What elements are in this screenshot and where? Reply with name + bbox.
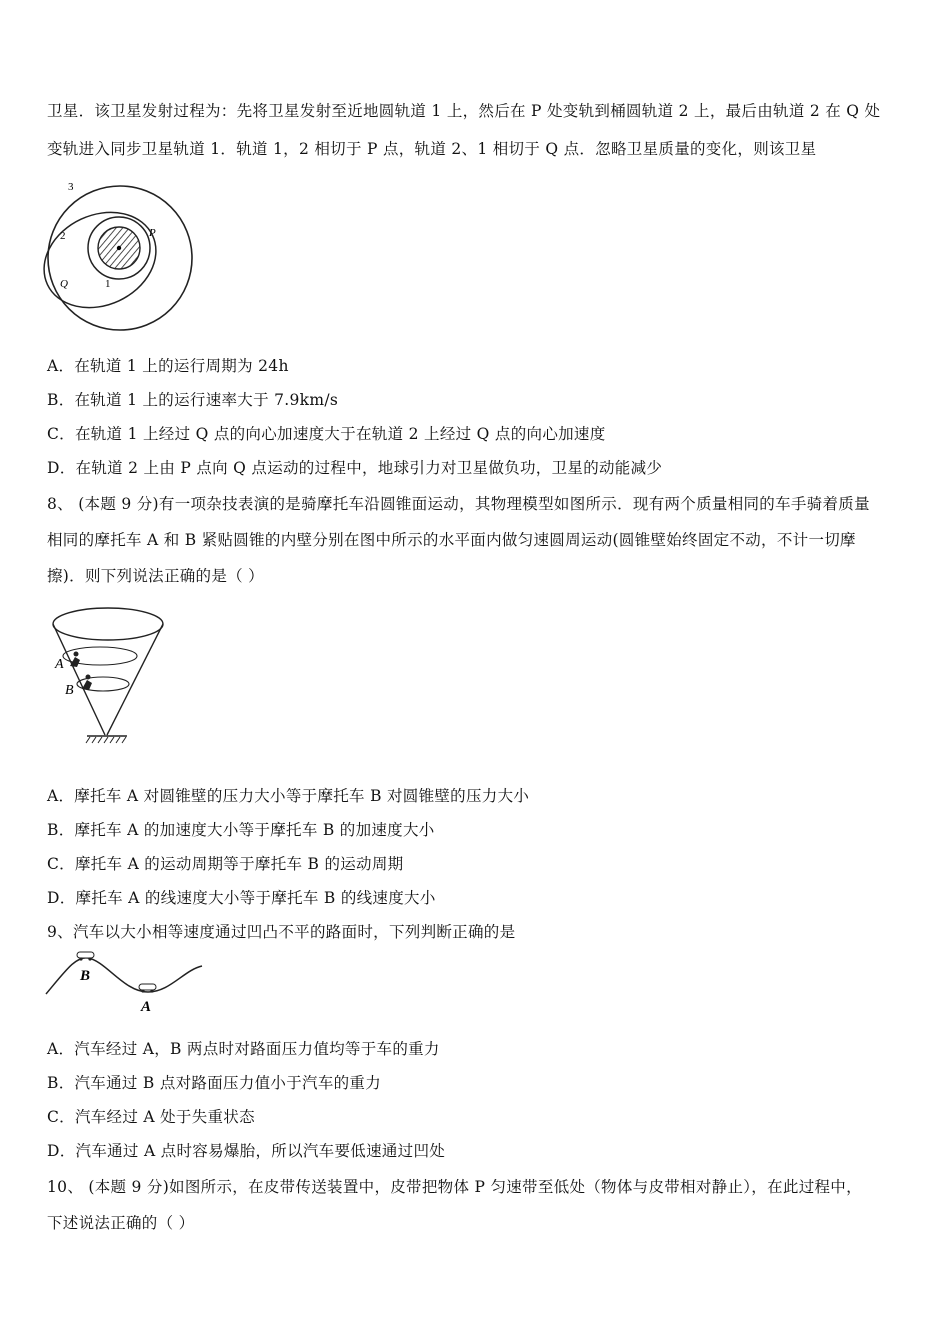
earth-center-dot (117, 246, 121, 250)
road-figure (44, 950, 204, 1016)
q10-stem-line-1: 10、 (本题 9 分)如图所示，在皮带传送装置中，皮带把物体 P 匀速带至低处（物体与皮带相对静止），在此过程中， (47, 1178, 862, 1196)
q8-option-d: D．摩托车 A 的线速度大小等于摩托车 B 的线速度大小 (47, 889, 436, 907)
q8-option-c: C．摩托车 A 的运动周期等于摩托车 B 的运动周期 (47, 855, 404, 873)
orbit-figure (40, 178, 200, 333)
orbit-label-Q: Q (60, 278, 68, 290)
q7-stem-line-2: 变轨进入同步卫星轨道 1．轨道 1，2 相切于 P 点，轨道 2、1 相切于 Q 点．忽略卫星质量的变化，则该卫星 (47, 140, 817, 158)
q7-stem-line-1: 卫星．该卫星发射过程为：先将卫星发射至近地圆轨道 1 上，然后在 P 处变轨到桶圆轨道 2 上，最后由轨道 2 在 Q 处 (47, 102, 881, 120)
q7-option-b: B．在轨道 1 上的运行速率大于 7.9km/s (47, 391, 339, 409)
q7-option-d: D．在轨道 2 上由 P 点向 Q 点运动的过程中，地球引力对卫星做负功，卫星的动能减少 (47, 459, 663, 477)
orbit-label-2: 2 (60, 230, 66, 242)
road-curve (46, 958, 202, 994)
q7-option-a: A．在轨道 1 上的运行周期为 24h (47, 357, 289, 375)
q10-stem-line-2: 下述说法正确的（ ） (47, 1214, 195, 1232)
road-label-A: A (141, 999, 152, 1015)
ground-hatch (86, 737, 126, 743)
q9-option-d: D．汽车通过 A 点时容易爆胎，所以汽车要低速通过凹处 (47, 1142, 446, 1160)
cone-right-edge (107, 624, 163, 735)
q8-stem-line-1: 8、 (本题 9 分)有一项杂技表演的是骑摩托车沿圆锥面运动，其物理模型如图所示．现有两个质量相同的车手骑着质量 (47, 495, 870, 513)
q7-option-c: C．在轨道 1 上经过 Q 点的向心加速度大于在轨道 2 上经过 Q 点的向心加速度 (47, 425, 606, 443)
motorcycle-b (82, 680, 92, 690)
q8-option-a: A．摩托车 A 对圆锥壁的压力大小等于摩托车 B 对圆锥壁的压力大小 (47, 787, 530, 805)
q8-option-b: B．摩托车 A 的加速度大小等于摩托车 B 的加速度大小 (47, 821, 435, 839)
cone-label-B: B (65, 683, 74, 698)
cone-label-A: A (55, 657, 64, 672)
orbit-label-P: P (149, 227, 156, 239)
cone-top-rim (53, 608, 163, 640)
q9-option-b: B．汽车通过 B 点对路面压力值小于汽车的重力 (47, 1074, 382, 1092)
orbit-label-1: 1 (105, 278, 111, 290)
q9-option-a: A．汽车经过 A，B 两点时对路面压力值均等于车的重力 (47, 1040, 440, 1058)
car-b (77, 952, 94, 961)
q8-stem-line-2: 相同的摩托车 A 和 B 紧贴圆锥的内壁分别在图中所示的水平面内做匀速圆周运动(圆锥壁始终固定不动，不计一切摩 (47, 531, 856, 549)
q8-stem-line-3: 擦)．则下列说法正确的是（ ） (47, 567, 264, 585)
cone-left-edge (53, 624, 105, 735)
orbit-label-3: 3 (68, 181, 74, 193)
road-label-B: B (80, 968, 91, 984)
cone-figure (45, 600, 170, 750)
q9-option-c: C．汽车经过 A 处于失重状态 (47, 1108, 255, 1126)
q9-stem: 9、汽车以大小相等速度通过凹凸不平的路面时，下列判断正确的是 (47, 923, 516, 941)
